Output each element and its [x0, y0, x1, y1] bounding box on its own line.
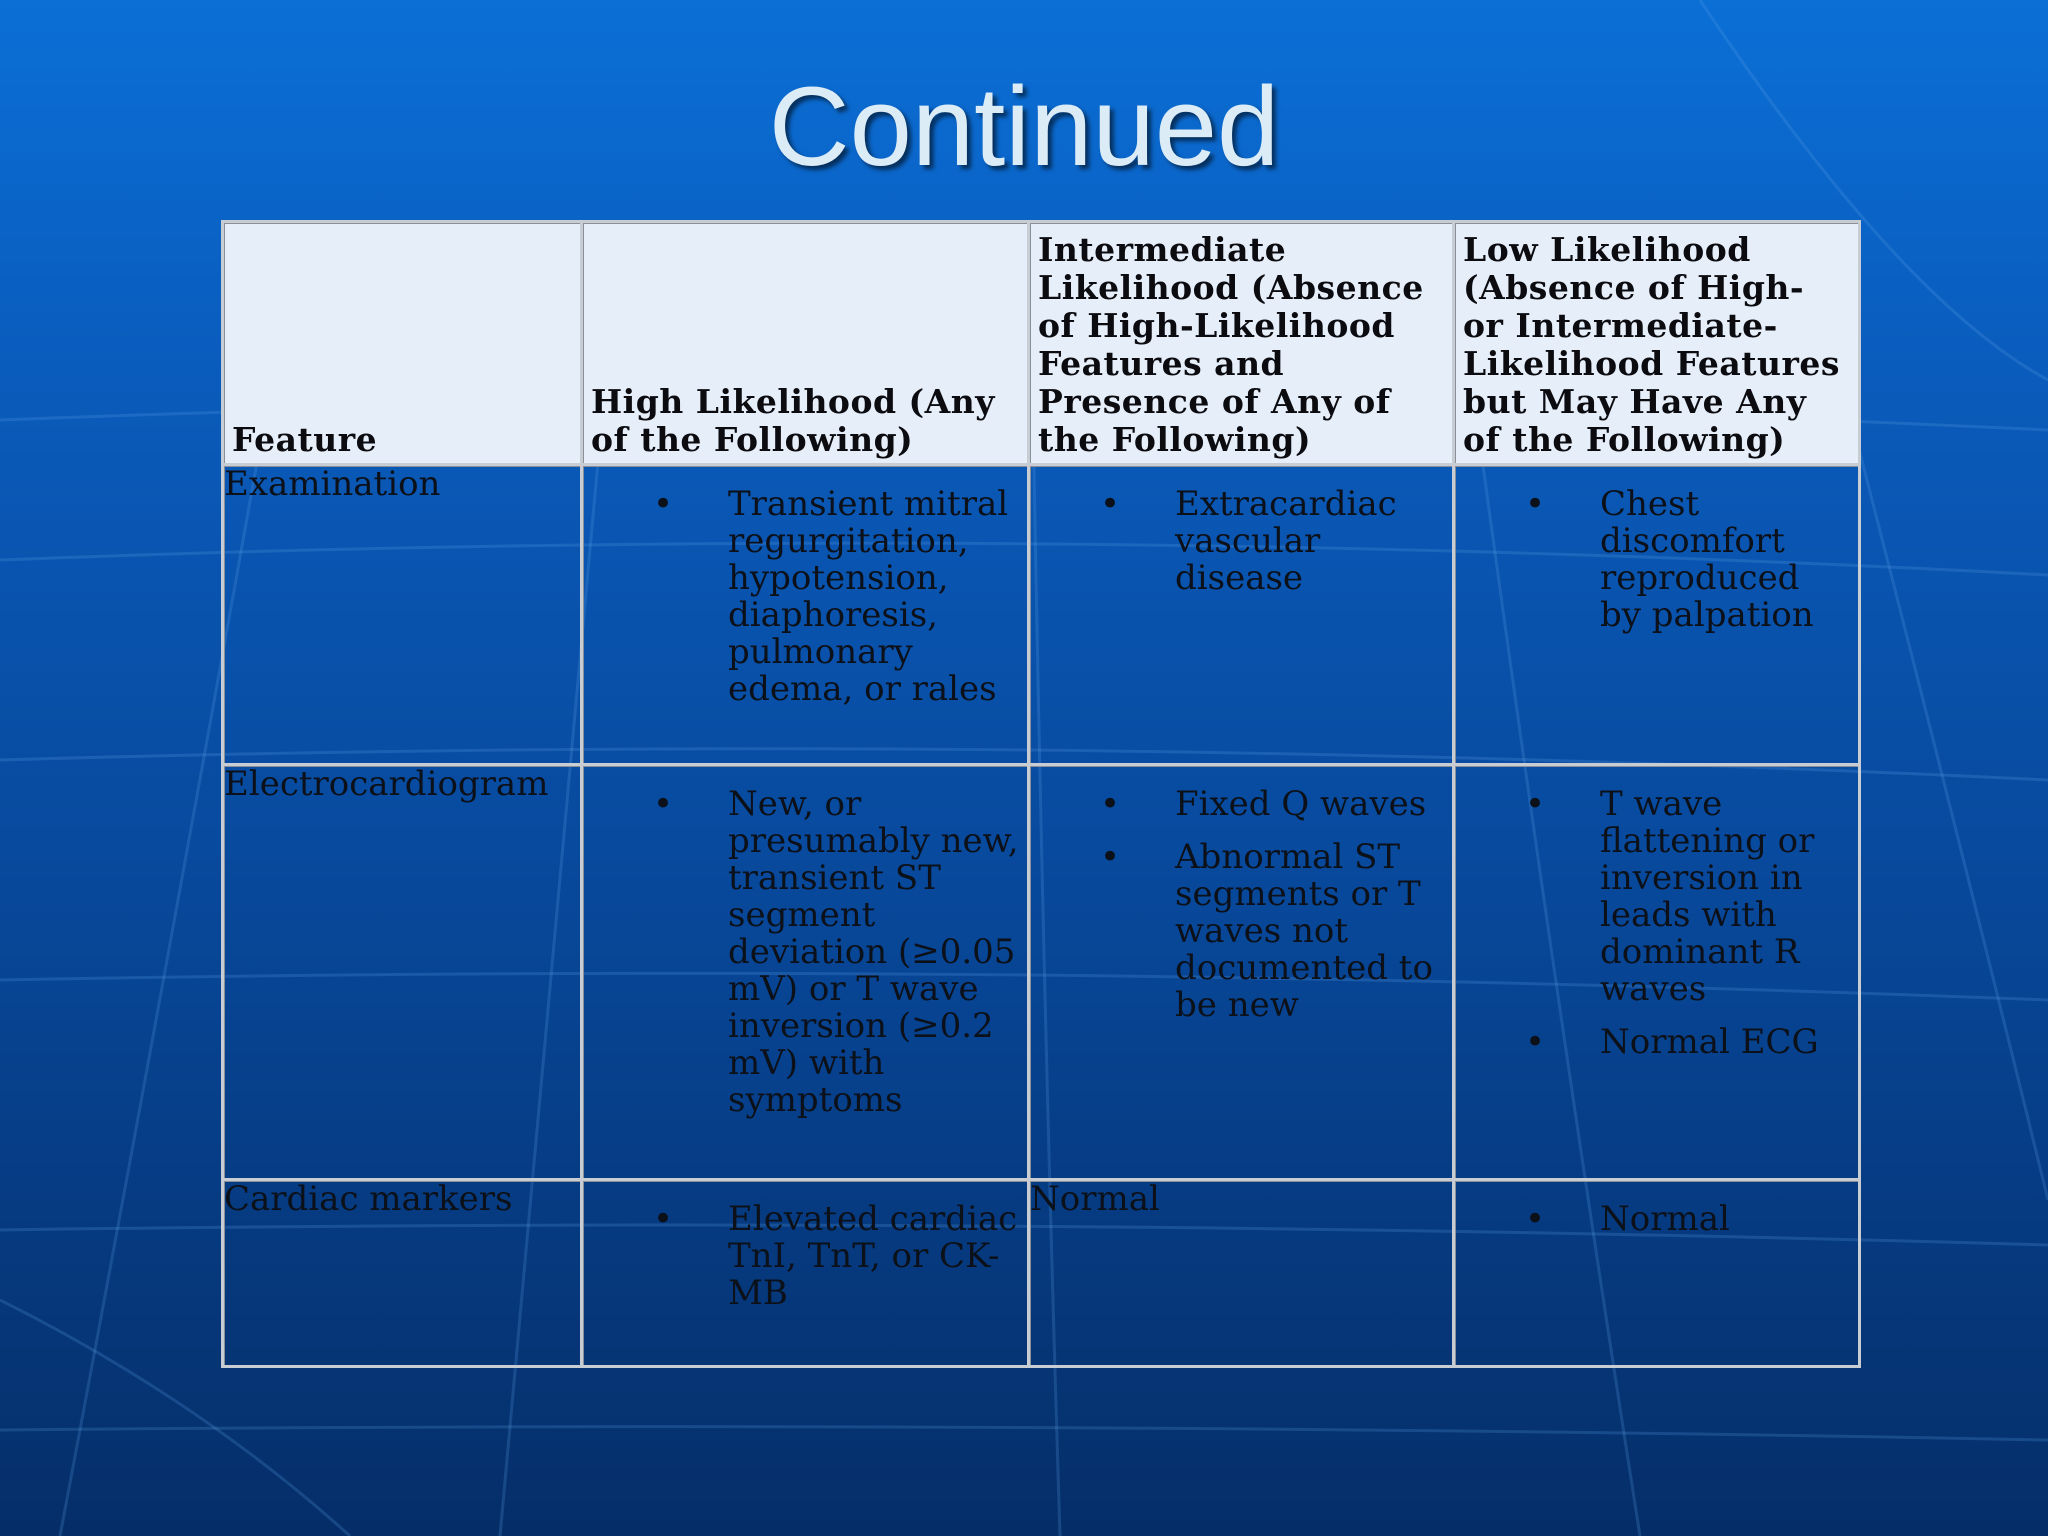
bullet-icon: •: [1525, 1022, 1546, 1062]
header-low-likelihood: Low Likelihood (Absence of High- or Intermediate-Likelihood Features but May Have Any of the Following): [1454, 222, 1860, 465]
cell-ecg-intermediate: [1029, 765, 1454, 1180]
table-row-examination: [223, 465, 1860, 765]
bullet-icon: •: [1100, 784, 1121, 824]
bullet-icon: •: [653, 484, 674, 524]
table-row-cardiac-markers: [223, 1180, 1860, 1367]
list-item: • Transient mitral regurgitation, hypotension, diaphoresis, pulmonary edema, or rales: [653, 484, 1009, 709]
cell-ecg-low: [1454, 765, 1860, 1180]
list-item: • Abnormal ST segments or T waves not documented to be new: [1100, 837, 1433, 1025]
header-intermediate-likelihood: Intermediate Likelihood (Absence of High-Likelihood Features and Presence of Any of the Following): [1029, 222, 1454, 465]
list-item: • New, or presumably new, transient ST segment deviation (≥0.05 mV) or T wave inversion (≥0.2 mV) with symptoms: [653, 784, 1019, 1120]
slide-title: Continued: [768, 64, 1280, 189]
bullet-icon: •: [1525, 484, 1546, 524]
list-item: • T wave flattening or inversion in leads with dominant R waves: [1525, 784, 1815, 1009]
bullet-icon: •: [1525, 1199, 1546, 1239]
list-item: • Elevated cardiac TnI, TnT, or CK-MB: [653, 1199, 1018, 1313]
row-label-examination: Examination: [223, 465, 582, 765]
cell-markers-intermediate: Normal: [1029, 1180, 1454, 1367]
header-high-likelihood: High Likelihood (Any of the Following): [582, 222, 1029, 465]
bullet-icon: •: [1525, 784, 1546, 824]
bullet-icon: •: [653, 784, 674, 824]
bullet-icon: •: [1100, 484, 1121, 524]
table-row-electrocardiogram: [223, 765, 1860, 1180]
list-item: • Chest discomfort reproduced by palpation: [1525, 484, 1814, 635]
header-feature: Feature: [223, 222, 582, 465]
list-item: • Fixed Q waves: [1100, 784, 1427, 824]
bullet-icon: •: [653, 1199, 674, 1239]
list-item: • Normal: [1525, 1199, 1730, 1239]
list-item: • Normal ECG: [1525, 1022, 1819, 1062]
cell-examination-high: [582, 465, 1029, 765]
cell-ecg-high: [582, 765, 1029, 1180]
likelihood-table: [221, 220, 1861, 1368]
row-label-electrocardiogram: Electrocardiogram: [223, 765, 582, 1180]
bullet-icon: •: [1100, 837, 1121, 877]
cell-examination-low: [1454, 465, 1860, 765]
cell-markers-low: [1454, 1180, 1860, 1367]
row-label-cardiac-markers: Cardiac markers: [223, 1180, 582, 1367]
cell-markers-high: [582, 1180, 1029, 1367]
cell-examination-intermediate: [1029, 465, 1454, 765]
list-item: • Extracardiac vascular disease: [1100, 484, 1397, 598]
